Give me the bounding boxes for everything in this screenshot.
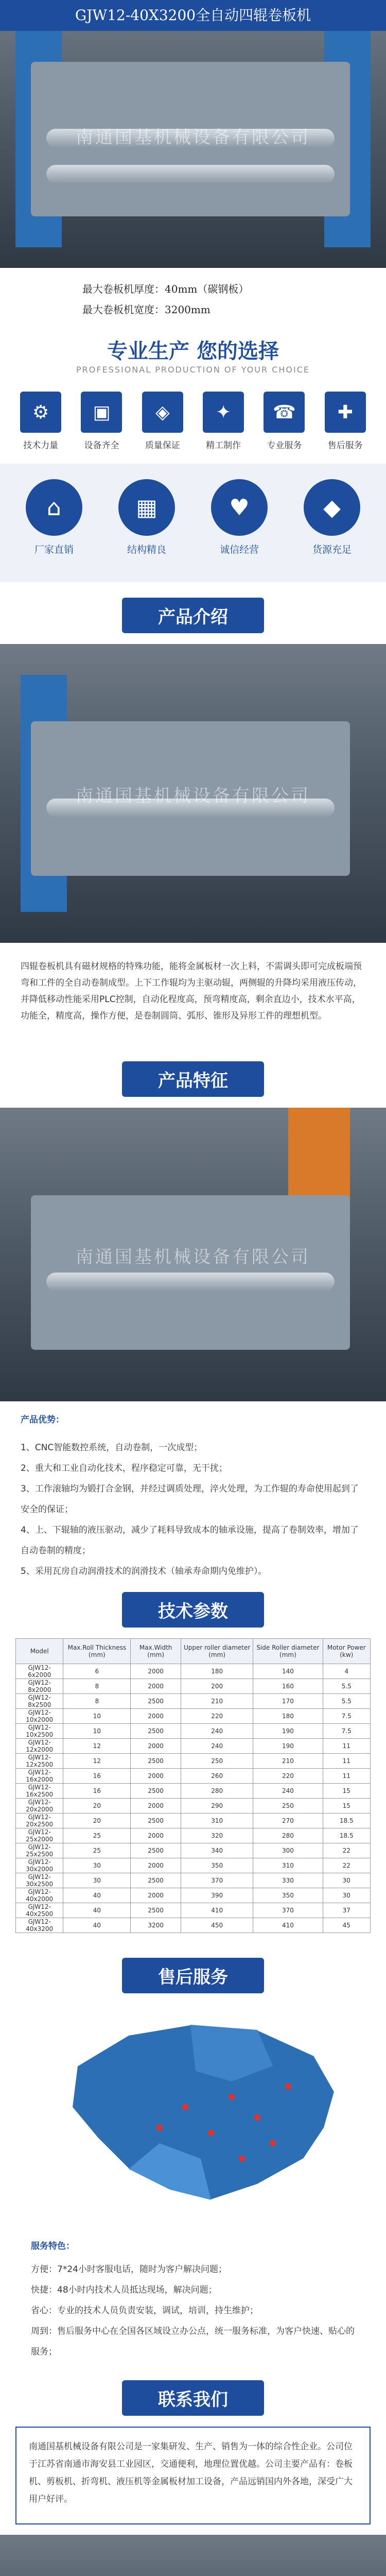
- intro-header: [0, 598, 386, 633]
- table-cell: 240: [181, 1724, 253, 1739]
- feature-icon-cell: [10, 392, 71, 451]
- advantage-item: [10, 479, 98, 556]
- page-title: GJW12-40X3200全自动四辊卷板机: [0, 0, 386, 31]
- list-item: 1、CNC智能数控系统，自动卷制，一次成型；: [21, 1443, 203, 1453]
- spec-thickness: 最大卷板机厚度：40mm（碳钢板）: [82, 283, 249, 295]
- table-cell: 200: [181, 1679, 253, 1694]
- table-cell: 300: [253, 1843, 323, 1858]
- table-cell: 250: [181, 1754, 253, 1769]
- table-cell: 12: [63, 1739, 131, 1754]
- table-row: [16, 1784, 371, 1799]
- table-cell: 2500: [131, 1843, 181, 1858]
- table-cell: 410: [253, 1918, 323, 1933]
- table-cell: 7.5: [323, 1724, 370, 1739]
- table-cell: 210: [181, 1694, 253, 1709]
- machine-roll-upper: [46, 1273, 335, 1291]
- watermark: 南通国基机械设备有限公司: [76, 1247, 310, 1268]
- table-cell: GJW12-8x2000: [16, 1679, 63, 1694]
- advantage-label: 诚信经营: [219, 544, 259, 555]
- table-cell: 180: [253, 1709, 323, 1724]
- table-cell: 2500: [131, 1784, 181, 1799]
- table-cell: GJW12-20x2500: [16, 1814, 63, 1828]
- shield-icon: ◈: [142, 392, 183, 433]
- col-header: Max.Roll Thickness (mm): [63, 1639, 131, 1664]
- table-cell: 5.5: [323, 1679, 370, 1694]
- table-cell: 2000: [131, 1769, 181, 1784]
- list-item: 4、上、下辊轴的液压驱动，减少了耗料导致成本的轴承设施，提高了卷制效率，增加了自动卷制的精度；: [21, 1525, 359, 1556]
- feature-label: 售后服务: [327, 440, 363, 451]
- list-item: 方便：7*24小时客服电话，随时为客户解决问题；: [31, 2264, 227, 2275]
- table-cell: 30: [63, 1873, 131, 1888]
- table-row: [16, 1739, 371, 1754]
- col-header: Side Roller diameter (mm): [253, 1639, 323, 1664]
- table-cell: 2500: [131, 1814, 181, 1828]
- contact-box: [15, 2427, 371, 2524]
- table-cell: 2500: [131, 1873, 181, 1888]
- table-cell: 280: [253, 1828, 323, 1843]
- table-row: [16, 1814, 371, 1828]
- table-cell: 2000: [131, 1799, 181, 1814]
- table-cell: 6: [63, 1664, 131, 1679]
- table-cell: GJW12-20x2000: [16, 1799, 63, 1814]
- advantage-label: 结构精良: [127, 544, 166, 555]
- table-cell: 16: [63, 1784, 131, 1799]
- list-item: 3、工作滚轴均为锻打合金钢，并经过调质处理，淬火处理，为工作辊的寿命使用起到了安全的保证；: [21, 1484, 359, 1515]
- table-cell: 250: [253, 1799, 323, 1814]
- table-cell: 350: [181, 1858, 253, 1873]
- table-cell: 3200: [131, 1918, 181, 1933]
- table-cell: 2500: [131, 1724, 181, 1739]
- table-cell: 140: [253, 1664, 323, 1679]
- table-cell: 220: [181, 1709, 253, 1724]
- after-sales-subheading: 服务特色：: [31, 2241, 75, 2251]
- table-cell: 15: [323, 1799, 370, 1814]
- table-row: [16, 1769, 371, 1784]
- table-cell: 2500: [131, 1754, 181, 1769]
- factory-photo: [0, 2535, 386, 2576]
- table-cell: 390: [181, 1888, 253, 1903]
- spec-width: 最大卷板机宽度：3200mm: [82, 303, 210, 316]
- table-cell: GJW12-8x2500: [16, 1694, 63, 1709]
- table-cell: 320: [181, 1828, 253, 1843]
- table-cell: 25: [63, 1828, 131, 1843]
- table-cell: 310: [181, 1814, 253, 1828]
- spec-table: [15, 1638, 371, 1933]
- advantages-row: [10, 479, 376, 556]
- table-cell: 2500: [131, 1694, 181, 1709]
- table-row: [16, 1918, 371, 1933]
- feature-label: 质量保证: [145, 440, 180, 451]
- table-cell: 2000: [131, 1828, 181, 1843]
- table-cell: 7.5: [323, 1709, 370, 1724]
- table-cell: 2000: [131, 1709, 181, 1724]
- table-row: [16, 1843, 371, 1858]
- contact-header: [0, 2380, 386, 2416]
- spec-table-body: [16, 1664, 371, 1933]
- table-cell: 16: [63, 1769, 131, 1784]
- col-header: Model: [16, 1639, 63, 1664]
- feature-label: 精工制作: [206, 440, 241, 451]
- table-cell: GJW12-10x2000: [16, 1709, 63, 1724]
- feature-icon-cell: [254, 392, 314, 451]
- table-cell: GJW12-16x2500: [16, 1784, 63, 1799]
- after-sales-heading: 售后服务: [122, 1958, 264, 1993]
- feature-label: 设备齐全: [84, 440, 119, 451]
- table-cell: 37: [323, 1903, 370, 1918]
- table-cell: 2500: [131, 1903, 181, 1918]
- table-cell: 10: [63, 1709, 131, 1724]
- china-map: [15, 2004, 371, 2226]
- machine-icon: ▣: [81, 392, 122, 433]
- feature-label: 技术力量: [23, 440, 59, 451]
- table-cell: 20: [63, 1814, 131, 1828]
- col-header: Motor Power (kw): [323, 1639, 370, 1664]
- col-header: Upper roller diameter (mm): [181, 1639, 253, 1664]
- table-cell: 10: [63, 1724, 131, 1739]
- table-cell: 40: [63, 1918, 131, 1933]
- table-cell: 260: [181, 1769, 253, 1784]
- table-cell: 18.5: [323, 1828, 370, 1843]
- tech-header: [0, 1592, 386, 1628]
- advantage-label: 货源充足: [312, 544, 352, 555]
- intro-text: 四辊卷板机具有磁材规格的特殊功能，能将金属板材一次上料，不需调头即可完成板端预弯和工件的全自动卷制成型。上下工作辊均为主驱动辊，两侧辊的升降均采用液压传动，并降低移动性能采用PLC控制，自动化程度高，预弯精度高，剩余直边小，技术水平高，功能全，精度高，操作方便，是卷制圆筒、弧形、锥形及异形工件的理想机型。: [21, 961, 362, 1021]
- tools-icon: ✦: [203, 392, 244, 433]
- table-cell: 22: [323, 1843, 370, 1858]
- intro-heading: 产品介绍: [122, 598, 264, 633]
- table-cell: GJW12-12x2500: [16, 1754, 63, 1769]
- headset-icon: ☎: [264, 392, 305, 433]
- feature-icon-cell: [193, 392, 254, 451]
- table-cell: 310: [253, 1858, 323, 1873]
- watermark: 南通国基机械设备有限公司: [76, 785, 310, 806]
- list-item: 快捷：48小时内技术人员抵达现场，解决问题；: [31, 2285, 217, 2295]
- advantage-item: [103, 479, 190, 556]
- intro-photo: [0, 644, 386, 943]
- feature-icon-cell: [315, 392, 376, 451]
- table-cell: 220: [253, 1769, 323, 1784]
- table-cell: 15: [323, 1784, 370, 1799]
- table-cell: GJW12-6x2000: [16, 1664, 63, 1679]
- factory-icon: ⌂: [26, 479, 82, 536]
- stock-icon: ◆: [304, 479, 360, 536]
- table-cell: GJW12-30x2500: [16, 1873, 63, 1888]
- table-cell: GJW12-40x3200: [16, 1918, 63, 1933]
- table-cell: 8: [63, 1694, 131, 1709]
- table-row: [16, 1888, 371, 1903]
- table-cell: 30: [323, 1873, 370, 1888]
- table-cell: 11: [323, 1739, 370, 1754]
- gear-icon: ⚙: [20, 392, 61, 433]
- table-cell: 12: [63, 1754, 131, 1769]
- table-cell: 280: [181, 1784, 253, 1799]
- slogan-title: 专业生产 您的选择: [107, 340, 279, 363]
- col-header: Max.Width (mm): [131, 1639, 181, 1664]
- table-cell: 160: [253, 1679, 323, 1694]
- advantage-item: [288, 479, 376, 556]
- table-cell: GJW12-30x2000: [16, 1858, 63, 1873]
- features-heading: 产品特征: [122, 1061, 264, 1097]
- after-sales-list: [31, 2259, 360, 2362]
- table-cell: 190: [253, 1739, 323, 1754]
- table-cell: 2000: [131, 1739, 181, 1754]
- table-cell: 290: [181, 1799, 253, 1814]
- features-photo: [0, 1108, 386, 1401]
- table-row: [16, 1799, 371, 1814]
- table-cell: GJW12-40x2000: [16, 1888, 63, 1903]
- feature-icon-cell: [71, 392, 132, 451]
- table-row: [16, 1858, 371, 1873]
- table-row: [16, 1903, 371, 1918]
- tech-heading: 技术参数: [122, 1592, 264, 1628]
- table-row: [16, 1754, 371, 1769]
- table-row: [16, 1828, 371, 1843]
- table-cell: 18.5: [323, 1814, 370, 1828]
- features-subheading: 产品优势：: [21, 1415, 64, 1425]
- slogan-subtitle: PROFESSIONAL PRODUCTION OF YOUR CHOICE: [76, 365, 310, 375]
- structure-icon: ▦: [118, 479, 175, 536]
- table-cell: 210: [253, 1754, 323, 1769]
- table-cell: 20: [63, 1799, 131, 1814]
- table-cell: 410: [181, 1903, 253, 1918]
- table-cell: GJW12-25x2000: [16, 1828, 63, 1843]
- hero-photo: [0, 0, 386, 268]
- table-row: [16, 1724, 371, 1739]
- advantage-item: [196, 479, 283, 556]
- table-cell: 8: [63, 1679, 131, 1694]
- table-row: [16, 1679, 371, 1694]
- table-cell: 180: [181, 1664, 253, 1679]
- table-cell: 5.5: [323, 1694, 370, 1709]
- table-cell: 22: [323, 1858, 370, 1873]
- contact-heading: 联系我们: [122, 2380, 264, 2416]
- handshake-icon: ✚: [325, 392, 366, 433]
- table-cell: GJW12-10x2500: [16, 1724, 63, 1739]
- map-svg: [15, 2004, 371, 2226]
- table-cell: 11: [323, 1754, 370, 1769]
- table-cell: 170: [253, 1694, 323, 1709]
- table-cell: 25: [63, 1843, 131, 1858]
- table-row: [16, 1694, 371, 1709]
- table-cell: 30: [63, 1858, 131, 1873]
- list-item: 省心：专业的技术人员负责安装，调试，培训，持生维护；: [31, 2306, 258, 2316]
- table-cell: 370: [253, 1903, 323, 1918]
- after-sales-header: [0, 1958, 386, 1993]
- list-item: 5、采用瓦房自动润滑技术的润滑技术（轴承寿命期内免维护）。: [21, 1566, 267, 1577]
- features-icon-row: [10, 392, 376, 451]
- trust-icon: ♥: [211, 479, 268, 536]
- table-row: [16, 1709, 371, 1724]
- machine-roll-lower: [46, 165, 335, 183]
- table-cell: 240: [253, 1784, 323, 1799]
- table-cell: 2000: [131, 1858, 181, 1873]
- table-cell: 40: [63, 1888, 131, 1903]
- table-cell: 4: [323, 1664, 370, 1679]
- table-cell: 240: [181, 1739, 253, 1754]
- table-header-row: [16, 1639, 371, 1664]
- table-cell: 2000: [131, 1888, 181, 1903]
- table-cell: 30: [323, 1888, 370, 1903]
- watermark: 南通国基机械设备有限公司: [76, 127, 310, 148]
- table-cell: 340: [181, 1843, 253, 1858]
- feature-icon-cell: [132, 392, 193, 451]
- table-cell: 370: [181, 1873, 253, 1888]
- table-cell: 40: [63, 1903, 131, 1918]
- table-cell: 45: [323, 1918, 370, 1933]
- table-cell: GJW12-40x2500: [16, 1903, 63, 1918]
- table-cell: 2000: [131, 1679, 181, 1694]
- table-cell: 330: [253, 1873, 323, 1888]
- table-row: [16, 1664, 371, 1679]
- features-header: [0, 1061, 386, 1097]
- feature-label: 专业服务: [267, 440, 302, 451]
- table-cell: 350: [253, 1888, 323, 1903]
- features-list: [21, 1437, 365, 1582]
- list-item: 2、重大和工业自动化技术，程序稳定可靠，无干扰；: [21, 1463, 227, 1473]
- table-cell: 11: [323, 1769, 370, 1784]
- list-item: 周到：售后服务中心在全国各区域设立办公点，统一服务标准，为客户快速、贴心的服务；: [31, 2326, 355, 2357]
- table-row: [16, 1873, 371, 1888]
- contact-text: 南通国基机械设备有限公司是一家集研发、生产、销售为一体的综合性企业。公司位于江苏省南通市海安县工业园区，交通便利，地理位置优越。公司主要产品有：卷板机、剪板机、折弯机、液压机等金属板材加工设备，产品远销国内外各地，深受广大用户好评。: [29, 2442, 353, 2504]
- table-cell: 450: [181, 1918, 253, 1933]
- advantage-label: 厂家直销: [34, 544, 74, 555]
- table-cell: 270: [253, 1814, 323, 1828]
- table-cell: GJW12-12x2000: [16, 1739, 63, 1754]
- table-cell: 190: [253, 1724, 323, 1739]
- table-cell: GJW12-25x2500: [16, 1843, 63, 1858]
- table-cell: 2000: [131, 1664, 181, 1679]
- table-cell: GJW12-16x2000: [16, 1769, 63, 1784]
